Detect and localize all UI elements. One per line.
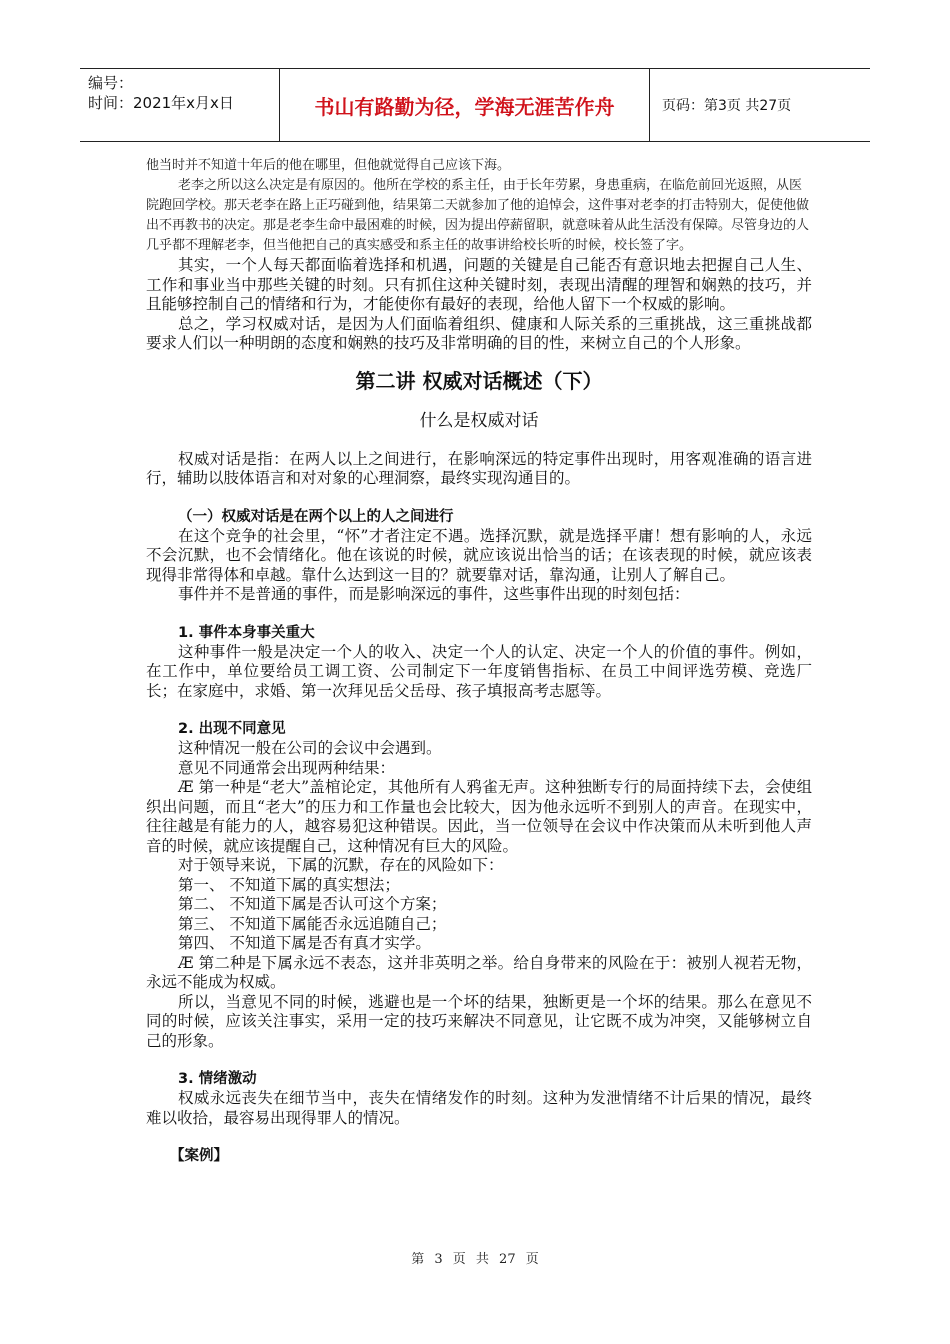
definition-paragraph: 权威对话是指：在两人以上之间进行，在影响深远的特定事件出现时，用客观准确的语言进行，辅助以肢体语言和对对象的心理洞察，最终实现沟通目的。: [146, 449, 812, 487]
risk-item: 第一、 不知道下属的真实想法；: [178, 875, 400, 894]
risk-item: 第三、 不知道下属能否永远追随自己；: [178, 914, 447, 933]
document-body: [146, 156, 812, 1166]
paragraph: 所以，当意见不同的时候，逃避也是一个坏的结果，独断更是一个坏的结果。那么在意见不同的时候，应该关注事实，采用一定的技巧来解决不同意见，让它既不成为冲突，又能够树立自己的形象。: [146, 992, 812, 1050]
paragraph: 事件并不是普通的事件，而是影响深远的事件，这些事件出现的时刻包括：: [178, 585, 690, 603]
header-page-info: 页码：第3页 共27页: [662, 98, 792, 114]
paragraph: Æ 第二种是下属永远不表态，这并非英明之举。给自身带来的风险在于：被别人视若无物，永远不能成为权威。: [146, 953, 812, 991]
paragraph: 其实，一个人每天都面临着选择和机遇，问题的关键是自己能否有意识地去把握自己人生、工作和事业当中那些关键的时刻。只有抓住这种关键时刻，表现出清醒的理智和娴熟的技巧，并且能够控制自己的情绪和行为，才能使你有最好的表现，给他人留下一个权威的影响。: [146, 256, 812, 313]
header-motto: 书山有路勤为径，学海无涯苦作舟: [280, 69, 650, 141]
risk-item: 第四、 不知道下属是否有真才实学。: [178, 934, 431, 952]
item3-heading: 3. 情绪激动: [178, 1071, 257, 1087]
serial-label: 编号：: [88, 74, 134, 92]
paragraph: 老李之所以这么决定是有原因的。他所在学校的系主任，由于长年劳累，身患重病，在临危前回光返照，从医院跑回学校。那天老李在路上正巧碰到他，结果第二天就参加了他的追悼会，这件事对老李的打击特别大，促使他做出不再教书的决定。那是老李生命中最困难的时候，因为提出停薪留职，就意味着从此生活没有保障。尽管身边的人几乎都不理解老李，但当他把自己的真实感受和系主任的故事讲给校长听的时候，校长签了字。: [146, 178, 810, 253]
case-label: 【案例】: [170, 1148, 228, 1164]
paragraph: 总之，学习权威对话，是因为人们面临着组织、健康和人际关系的三重挑战，这三重挑战都要求人们以一种明朗的态度和娴熟的技巧及非常明确的目的性，来树立自己的个人形象。: [146, 314, 812, 352]
item1-heading: 1. 事件本身事关重大: [178, 624, 315, 641]
item2-heading: 2. 出现不同意见: [178, 721, 286, 737]
lecture-title: 第二讲 权威对话概述（下）: [355, 368, 603, 393]
part1-heading: （一）权威对话是在两个以上的人之间进行: [178, 508, 454, 525]
date-label: 时间：2021年x月x日: [88, 94, 234, 112]
section-title: 什么是权威对话: [419, 410, 539, 431]
page-header: [80, 68, 870, 142]
paragraph: 他当时并不知道十年后的他在哪里，但他就觉得自己应该下海。: [146, 158, 511, 173]
paragraph: 意见不同通常会出现两种结果：: [178, 758, 396, 777]
paragraph: 在这个竞争的社会里，“怀”才者注定不遇。选择沉默，就是选择平庸！想有影响的人，永远不会沉默，也不会情绪化。他在该说的时候，就应该说出恰当的话；在该表现的时候，就应该表现得非常得体和卓越。靠什么达到这一目的？就要靠对话，靠沟通，让别人了解自己。: [146, 526, 812, 584]
paragraph: 对于领导来说，下属的沉默，存在的风险如下：: [178, 856, 504, 874]
paragraph: 这种事件一般是决定一个人的收入、决定一个人的认定、决定一个人的价值的事件。例如，在工作中，单位要给员工调工资、公司制定下一年度销售指标、在员工中间评选劳模、竞选厂长；在家庭中，求婚、第一次拜见岳父岳母、孩子填报高考志愿等。: [146, 642, 812, 700]
paragraph: Æ 第一种是“老大”盖棺论定，其他所有人鸦雀无声。这种独断专行的局面持续下去，会使组织出问题，而且“老大”的压力和工作量也会比较大，因为他永远听不到别人的声音。在现实中，往往越是有能力的人，越容易犯这种错误。因此，当一位领导在会议中作决策而从未听到他人声音的时候，就应该提醒自己，这种情况有巨大的风险。: [146, 778, 812, 855]
paragraph: 这种情况一般在公司的会议中会遇到。: [178, 739, 442, 757]
risk-item: 第二、 不知道下属是否认可这个方案；: [178, 895, 447, 913]
header-meta: [80, 69, 280, 141]
paragraph: 权威永远丧失在细节当中，丧失在情绪发作的时刻。这种为发泄情绪不计后果的情况，最终难以收拾，最容易出现得罪人的情况。: [146, 1089, 812, 1127]
page-footer: 第 3 页 共 27 页: [411, 1252, 539, 1267]
